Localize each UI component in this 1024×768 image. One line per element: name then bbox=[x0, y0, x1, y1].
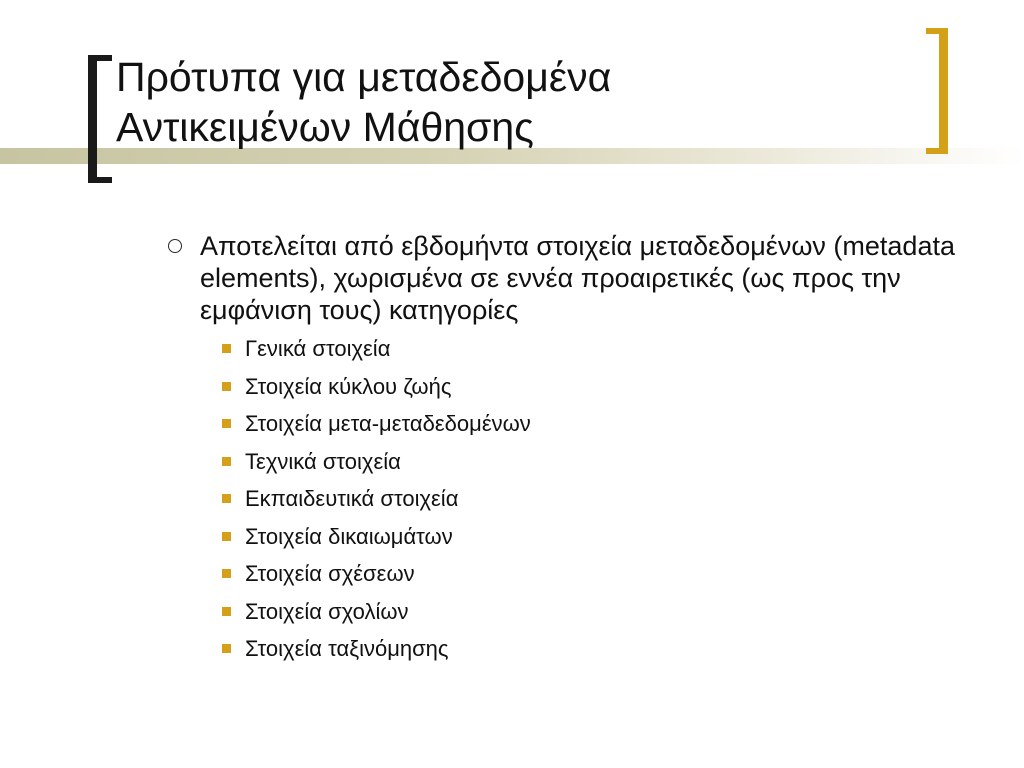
main-bullet bbox=[168, 230, 968, 326]
slide-title-line-1: Πρότυπα για μεταδεδομένα bbox=[116, 54, 612, 100]
category-list-item bbox=[168, 330, 968, 368]
category-label: Στοιχεία σχολίων bbox=[245, 598, 409, 624]
category-label: Στοιχεία δικαιωμάτων bbox=[245, 523, 453, 549]
category-list-item bbox=[168, 368, 968, 406]
category-label: Εκπαιδευτικά στοιχεία bbox=[245, 486, 459, 511]
gold-square-icon bbox=[222, 644, 231, 653]
category-list-item bbox=[168, 405, 968, 443]
gold-square-icon bbox=[222, 569, 231, 578]
gold-square-icon bbox=[222, 532, 231, 541]
slide-title-line-2: Αντικειμένων Μάθησης bbox=[116, 104, 534, 150]
slide-body bbox=[168, 230, 968, 668]
hollow-circle-icon bbox=[168, 239, 182, 253]
category-label: Τεχνικά στοιχεία bbox=[245, 448, 401, 474]
category-list bbox=[168, 330, 968, 668]
category-label: Γενικά στοιχεία bbox=[245, 336, 391, 361]
category-list-item bbox=[168, 630, 968, 668]
gold-square-icon bbox=[222, 382, 231, 391]
category-list-item bbox=[168, 443, 968, 481]
gold-square-icon bbox=[222, 494, 231, 503]
main-bullet-text: Αποτελείται από εβδομήντα στοιχεία μεταδεδομένων (metadata elements), χωρισμένα σε εννέα προαιρετικές (ως προς την εμφάνιση τους) κατηγορίες bbox=[200, 231, 955, 325]
category-list-item bbox=[168, 555, 968, 593]
category-label: Στοιχεία μετα-μεταδεδομένων bbox=[245, 411, 531, 436]
slide-title bbox=[116, 52, 906, 152]
category-list-item bbox=[168, 593, 968, 631]
gold-square-icon bbox=[222, 419, 231, 428]
right-bracket-icon bbox=[926, 28, 948, 154]
category-list-item bbox=[168, 518, 968, 556]
category-label: Στοιχεία ταξινόμησης bbox=[245, 636, 449, 661]
gold-square-icon bbox=[222, 344, 231, 353]
gold-square-icon bbox=[222, 607, 231, 616]
category-label: Στοιχεία κύκλου ζωής bbox=[245, 373, 452, 399]
category-label: Στοιχεία σχέσεων bbox=[245, 561, 415, 586]
left-bracket-icon bbox=[88, 55, 104, 183]
gold-square-icon bbox=[222, 457, 231, 466]
category-list-item bbox=[168, 480, 968, 518]
